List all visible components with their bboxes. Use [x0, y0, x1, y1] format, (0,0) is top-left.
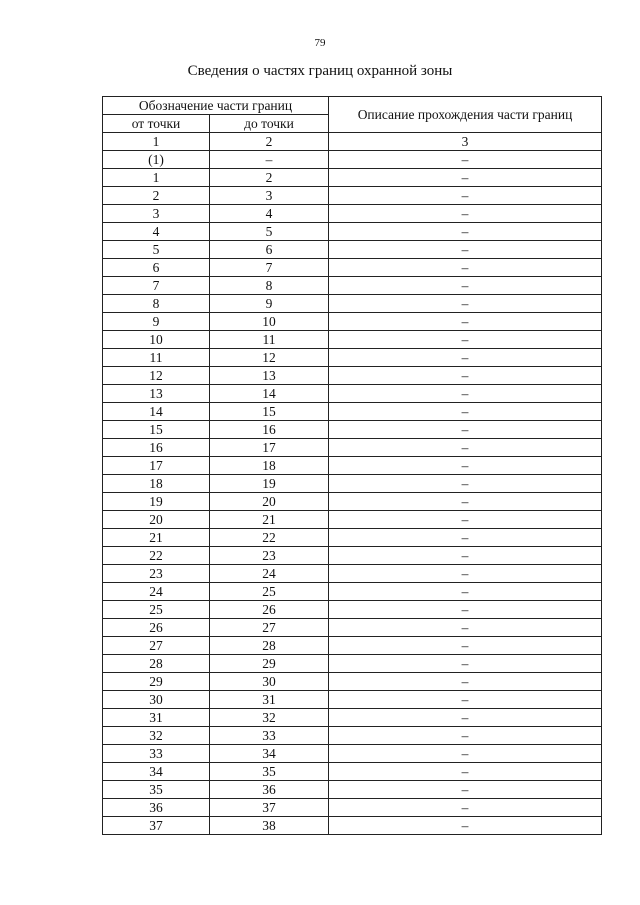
to-point-cell: 18	[210, 457, 329, 475]
table-row	[103, 583, 602, 601]
to-point-cell: 20	[210, 493, 329, 511]
index-cell-1: 1	[103, 133, 210, 151]
to-point-cell: 2	[210, 169, 329, 187]
description-cell: –	[329, 745, 602, 763]
description-cell: –	[329, 781, 602, 799]
from-point-cell: 12	[103, 367, 210, 385]
table-row	[103, 619, 602, 637]
boundary-parts-table	[102, 96, 602, 835]
table-row	[103, 799, 602, 817]
to-point-cell: 29	[210, 655, 329, 673]
to-point-cell: 6	[210, 241, 329, 259]
document-title: Сведения о частях границ охранной зоны	[187, 63, 453, 79]
to-point-cell: 36	[210, 781, 329, 799]
from-point-cell: 35	[103, 781, 210, 799]
from-point-cell: 26	[103, 619, 210, 637]
from-point-cell: 19	[103, 493, 210, 511]
table-row	[103, 745, 602, 763]
to-point-cell: 19	[210, 475, 329, 493]
to-point-cell: 37	[210, 799, 329, 817]
description-cell: –	[329, 673, 602, 691]
from-point-cell: 17	[103, 457, 210, 475]
to-point-cell: 38	[210, 817, 329, 835]
description-cell: –	[329, 799, 602, 817]
to-point-cell: 28	[210, 637, 329, 655]
from-point-cell: 16	[103, 439, 210, 457]
to-point-cell: 25	[210, 583, 329, 601]
to-point-cell: 10	[210, 313, 329, 331]
table-row	[103, 331, 602, 349]
to-point-cell: 24	[210, 565, 329, 583]
table-row	[103, 511, 602, 529]
description-cell: –	[329, 709, 602, 727]
table-row	[103, 259, 602, 277]
to-point-cell: 14	[210, 385, 329, 403]
from-point-cell: (1)	[103, 151, 210, 169]
to-point-cell: 15	[210, 403, 329, 421]
from-point-cell: 25	[103, 601, 210, 619]
from-point-cell: 14	[103, 403, 210, 421]
table-row	[103, 241, 602, 259]
to-point-cell: 21	[210, 511, 329, 529]
table-row	[103, 205, 602, 223]
header-from-point: от точки	[103, 115, 210, 133]
table-row	[103, 403, 602, 421]
to-point-cell: 26	[210, 601, 329, 619]
from-point-cell: 20	[103, 511, 210, 529]
table-row	[103, 691, 602, 709]
from-point-cell: 24	[103, 583, 210, 601]
description-cell: –	[329, 295, 602, 313]
from-point-cell: 18	[103, 475, 210, 493]
from-point-cell: 27	[103, 637, 210, 655]
table-row	[103, 493, 602, 511]
table-row	[103, 709, 602, 727]
table-row	[103, 763, 602, 781]
table-body	[103, 151, 602, 835]
from-point-cell: 28	[103, 655, 210, 673]
description-cell: –	[329, 223, 602, 241]
to-point-cell: 31	[210, 691, 329, 709]
table-row	[103, 655, 602, 673]
description-cell: –	[329, 403, 602, 421]
to-point-cell: 33	[210, 727, 329, 745]
table-row	[103, 187, 602, 205]
table-row	[103, 781, 602, 799]
to-point-cell: 7	[210, 259, 329, 277]
from-point-cell: 32	[103, 727, 210, 745]
description-cell: –	[329, 457, 602, 475]
description-cell: –	[329, 313, 602, 331]
from-point-cell: 9	[103, 313, 210, 331]
page-number: 79	[314, 37, 326, 49]
description-cell: –	[329, 583, 602, 601]
header-description: Описание прохождения части границ	[329, 97, 602, 133]
table-row	[103, 475, 602, 493]
description-cell: –	[329, 187, 602, 205]
table-row	[103, 367, 602, 385]
from-point-cell: 37	[103, 817, 210, 835]
description-cell: –	[329, 727, 602, 745]
to-point-cell: 23	[210, 547, 329, 565]
table-row	[103, 439, 602, 457]
to-point-cell: 16	[210, 421, 329, 439]
table-row	[103, 151, 602, 169]
from-point-cell: 22	[103, 547, 210, 565]
to-point-cell: 35	[210, 763, 329, 781]
table-row	[103, 223, 602, 241]
to-point-cell: 9	[210, 295, 329, 313]
from-point-cell: 4	[103, 223, 210, 241]
from-point-cell: 5	[103, 241, 210, 259]
from-point-cell: 6	[103, 259, 210, 277]
table-row	[103, 817, 602, 835]
table-row	[103, 637, 602, 655]
description-cell: –	[329, 205, 602, 223]
table-row	[103, 313, 602, 331]
table-row	[103, 601, 602, 619]
table-row	[103, 421, 602, 439]
description-cell: –	[329, 691, 602, 709]
to-point-cell: 8	[210, 277, 329, 295]
from-point-cell: 7	[103, 277, 210, 295]
header-group-label: Обозначение части границ	[103, 97, 329, 115]
description-cell: –	[329, 547, 602, 565]
to-point-cell: 34	[210, 745, 329, 763]
from-point-cell: 29	[103, 673, 210, 691]
description-cell: –	[329, 349, 602, 367]
from-point-cell: 21	[103, 529, 210, 547]
description-cell: –	[329, 367, 602, 385]
description-cell: –	[329, 241, 602, 259]
to-point-cell: –	[210, 151, 329, 169]
description-cell: –	[329, 529, 602, 547]
description-cell: –	[329, 277, 602, 295]
index-cell-2: 2	[210, 133, 329, 151]
description-cell: –	[329, 763, 602, 781]
header-to-point: до точки	[210, 115, 329, 133]
table-row	[103, 385, 602, 403]
description-cell: –	[329, 421, 602, 439]
description-cell: –	[329, 601, 602, 619]
description-cell: –	[329, 511, 602, 529]
to-point-cell: 13	[210, 367, 329, 385]
table-row	[103, 295, 602, 313]
description-cell: –	[329, 151, 602, 169]
from-point-cell: 8	[103, 295, 210, 313]
from-point-cell: 11	[103, 349, 210, 367]
to-point-cell: 5	[210, 223, 329, 241]
description-cell: –	[329, 493, 602, 511]
column-index-row	[103, 133, 602, 151]
description-cell: –	[329, 655, 602, 673]
table-row	[103, 457, 602, 475]
to-point-cell: 32	[210, 709, 329, 727]
from-point-cell: 3	[103, 205, 210, 223]
description-cell: –	[329, 817, 602, 835]
to-point-cell: 11	[210, 331, 329, 349]
table-row	[103, 565, 602, 583]
index-cell-3: 3	[329, 133, 602, 151]
from-point-cell: 15	[103, 421, 210, 439]
description-cell: –	[329, 331, 602, 349]
to-point-cell: 4	[210, 205, 329, 223]
to-point-cell: 22	[210, 529, 329, 547]
description-cell: –	[329, 637, 602, 655]
description-cell: –	[329, 619, 602, 637]
from-point-cell: 33	[103, 745, 210, 763]
to-point-cell: 27	[210, 619, 329, 637]
description-cell: –	[329, 259, 602, 277]
from-point-cell: 34	[103, 763, 210, 781]
description-cell: –	[329, 385, 602, 403]
to-point-cell: 3	[210, 187, 329, 205]
from-point-cell: 23	[103, 565, 210, 583]
table-row	[103, 673, 602, 691]
from-point-cell: 31	[103, 709, 210, 727]
to-point-cell: 17	[210, 439, 329, 457]
from-point-cell: 30	[103, 691, 210, 709]
table-row	[103, 727, 602, 745]
to-point-cell: 30	[210, 673, 329, 691]
description-cell: –	[329, 475, 602, 493]
description-cell: –	[329, 169, 602, 187]
from-point-cell: 10	[103, 331, 210, 349]
table-row	[103, 547, 602, 565]
table-row	[103, 529, 602, 547]
table-row	[103, 349, 602, 367]
to-point-cell: 12	[210, 349, 329, 367]
from-point-cell: 2	[103, 187, 210, 205]
table-row	[103, 169, 602, 187]
from-point-cell: 13	[103, 385, 210, 403]
table-row	[103, 277, 602, 295]
description-cell: –	[329, 565, 602, 583]
description-cell: –	[329, 439, 602, 457]
from-point-cell: 36	[103, 799, 210, 817]
from-point-cell: 1	[103, 169, 210, 187]
